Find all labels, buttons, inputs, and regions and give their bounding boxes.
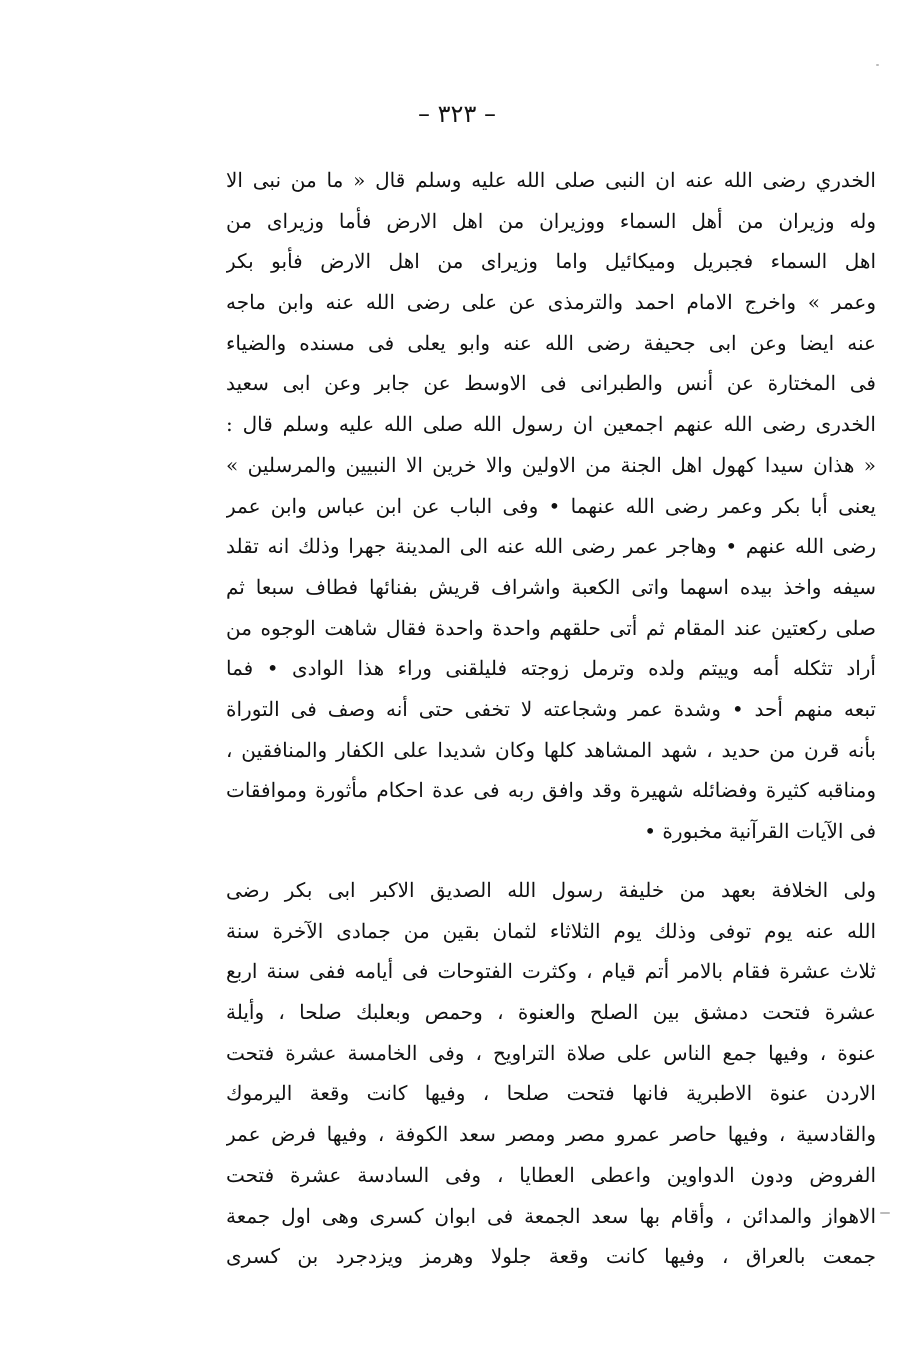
text-line: سيفه واخذ بيده اسهما واتى الكعبة واشراف قريش بفنائها فطاف سبعا ثم	[226, 574, 876, 599]
text-line: والقادسية ، وفيها حاصر عمرو مصر ومصر سعد الكوفة ، وفيها فرض عمر	[226, 1122, 876, 1147]
scan-speck	[880, 1212, 890, 1214]
text-line: فى المختارة عن أنس والطبرانى فى الاوسط عن جابر وعن ابى سعيد	[226, 371, 876, 396]
text-line: ثلاث عشرة فقام بالامر أتم قيام ، وكثرت الفتوحات فى أيامه ففى سنة اربع	[226, 959, 876, 984]
text-line: جمعت بالعراق ، وفيها كانت وقعة جلولا وهرمز ويزدجرد بن كسرى	[226, 1244, 876, 1269]
text-line: وله وزيران من أهل السماء ووزيران من اهل الارض فأما وزيراى من	[226, 208, 876, 233]
text-line: الله عنه يوم توفى وذلك يوم الثلاثاء لثمان بقين من جمادى الآخرة سنة	[226, 918, 876, 943]
text-line: ولى الخلافة بعهد من خليفة رسول الله الصديق الاكبر ابى بكر رضى	[226, 878, 876, 902]
text-line: ومناقبه كثيرة وفضائله شهيرة وقد وافق ربه فى عدة احكام مأثورة وموافقات	[226, 778, 876, 803]
text-line: عشرة فتحت دمشق بين الصلح والعنوة ، وحمص وبعلبك صلحا ، وأيلة	[226, 1000, 876, 1025]
text-line: يعنى أبا بكر وعمر رضى الله عنهما • وفى الباب عن ابن عباس وابن عمر	[226, 493, 876, 518]
text-line: صلى ركعتين عند المقام ثم أتى حلقهم واحدة واحدة فقال شاهت الوجوه من	[226, 615, 876, 640]
text-line: الاردن عنوة الاطبرية فانها فتحت صلحا ، وفيها كانت وقعة اليرموك	[226, 1081, 876, 1106]
text-line: عنوة ، وفيها جمع الناس على صلاة التراويح ، وفى الخامسة عشرة فتحت	[226, 1040, 876, 1065]
text-line: اهل السماء فجبريل وميكائيل واما وزيراى من اهل الارض فأبو بكر	[226, 249, 876, 274]
text-line: عنه ايضا وعن ابى جحيفة رضى الله عنه وابو يعلى فى مسنده والضياء	[226, 330, 876, 355]
text-line: الفروض ودون الدواوين واعطى العطايا ، وفى السادسة عشرة فتحت	[226, 1162, 876, 1187]
text-line: رضى الله عنهم • وهاجر عمر رضى الله عنه الى المدينة جهرا وذلك انه تقلد	[226, 534, 876, 559]
text-line: تبعه منهم أحد • وشدة عمر وشجاعته لا تخفى حتى أنه وصف فى التوراة	[226, 696, 876, 721]
paragraph-1	[226, 160, 876, 852]
text-line: الخدري رضى الله عنه ان النبى صلى الله عليه وسلم قال « ما من نبى الا	[226, 168, 876, 192]
text-line: « هذان سيدا كهول اهل الجنة من الاولين والا خرين الا النبيين والمرسلين »	[226, 452, 876, 477]
text-line: فى الآيات القرآنية مخبورة •	[644, 819, 876, 843]
text-line: أراد تثكله أمه وييتم ولده وترمل زوجته فليلقنى وراء هذا الوادى • فما	[226, 656, 876, 681]
text-line: بأنه قرن من حديد ، شهد المشاهد كلها وكان شديدا على الكفار والمنافقين ،	[226, 737, 876, 762]
text-line: وعمر » واخرج الامام احمد والترمذى عن على رضى الله عنه وابن ماجه	[226, 290, 876, 315]
text-line: الخدرى رضى الله عنهم اجمعين ان رسول الله صلى الله عليه وسلم قال :	[226, 412, 876, 437]
paragraph-2	[226, 870, 876, 1277]
page-number: – ٣٢٣ –	[418, 100, 496, 128]
scan-speck	[876, 64, 879, 66]
text-line: الاهواز والمدائن ، وأقام بها سعد الجمعة فى ابوان كسرى وهى اول جمعة	[226, 1203, 876, 1228]
